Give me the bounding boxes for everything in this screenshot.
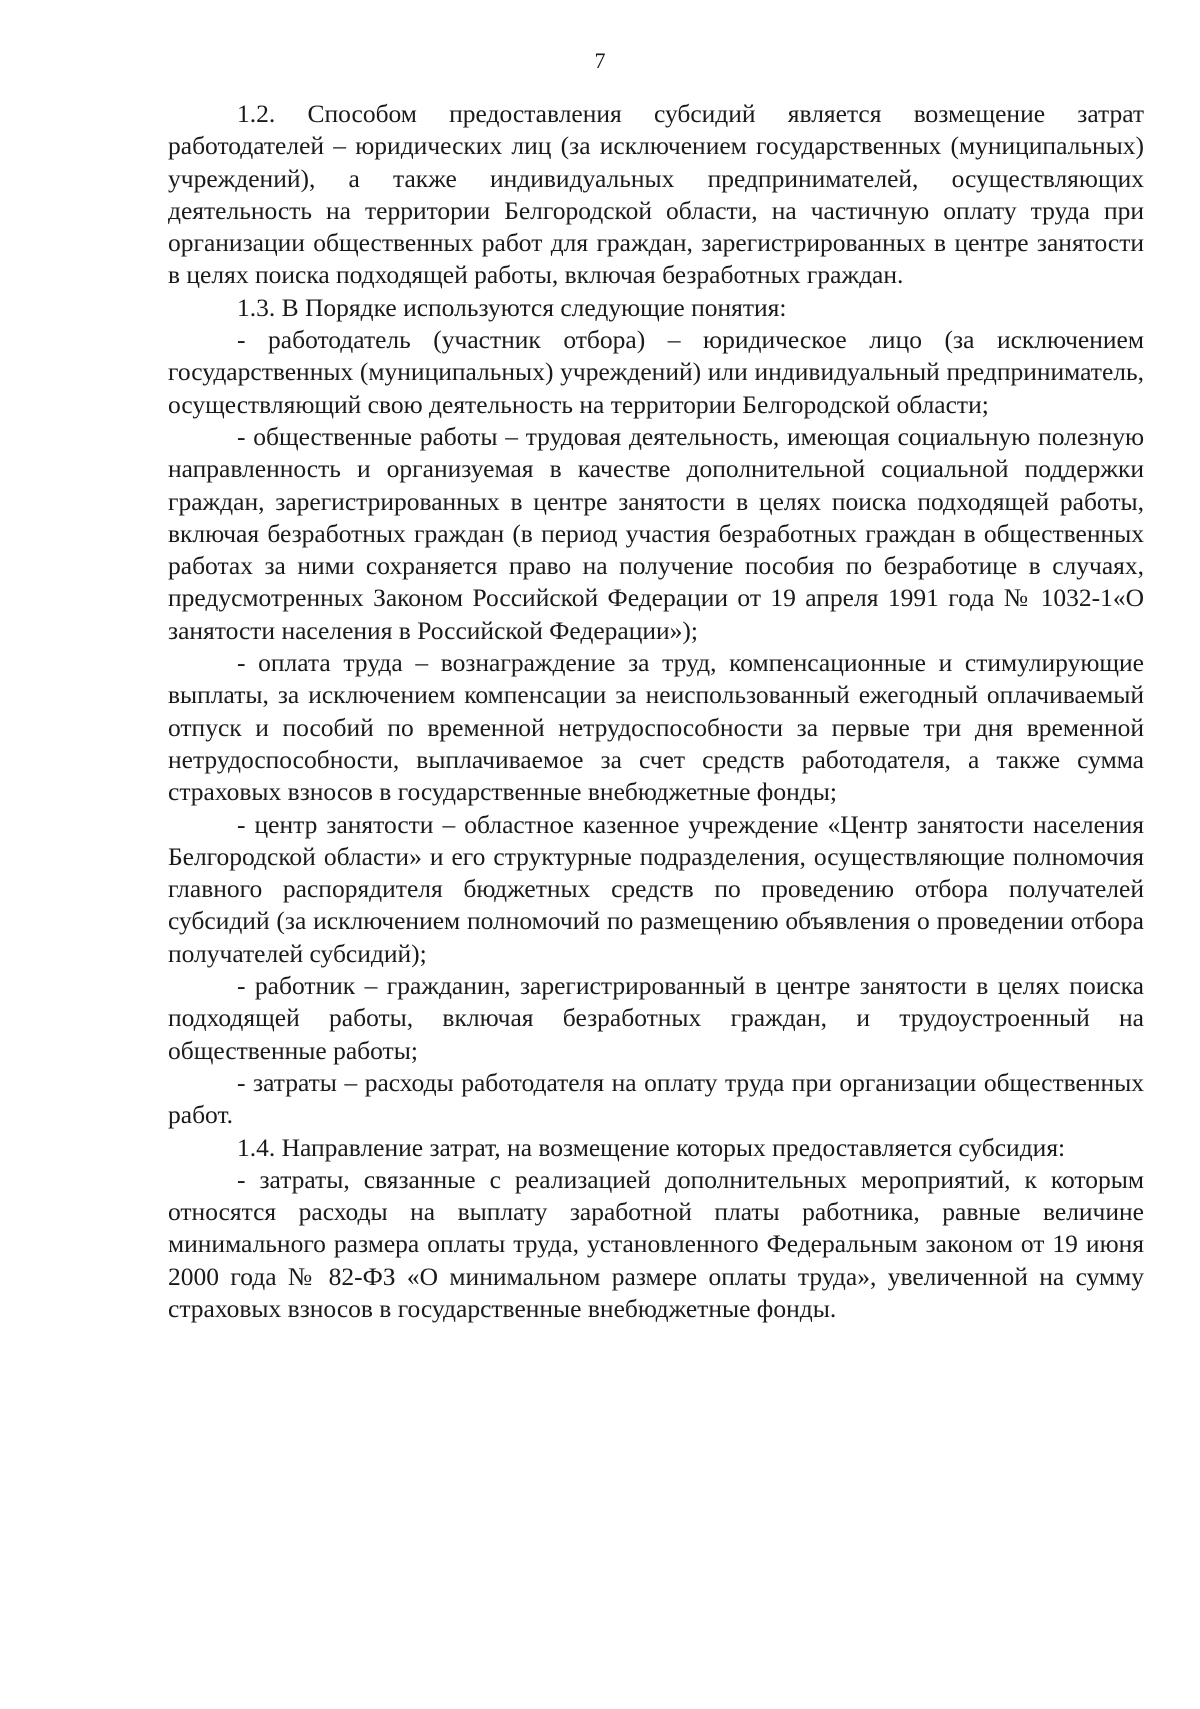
- document-body: [168, 98, 1144, 1325]
- cost-item: - затраты, связанные с реализацией дополнительных мероприятий, к которым относятся расходы на выплату заработной платы работника, равные величине минимального размера оплаты труда, установленного Федеральным законом от 19 июня 2000 года № 82-ФЗ «О минимальном размере оплаты труда», увеличенной на сумму страховых взносов в государственные внебюджетные фонды.: [168, 1164, 1144, 1323]
- definition-remuneration: - оплата труда – вознаграждение за труд, компенсационные и стимулирующие выплаты, за исключением компенсации за неиспользованный ежегодный оплачиваемый отпуск и пособий по временной нетрудоспособности за первые три дня временной нетрудоспособности, выплачиваемое за счет средств работодателя, а также сумма страховых взносов в государственные внебюджетные фонды;: [168, 648, 1144, 807]
- definition-public-works: - общественные работы – трудовая деятельность, имеющая социальную полезную направленность и организуемая в качестве дополнительной социальной поддержки граждан, зарегистрированных в центре занятости в целях поиска подходящей работы, включая безработных граждан (в период участия безработных граждан в общественных работах за ними сохраняется право на получение пособия по безработице в случаях, предусмотренных Законом Российской Федерации от 19 апреля 1991 года № 1032-1«О занятости населения в Российской Федерации»);: [168, 421, 1144, 645]
- definition-worker: - работник – гражданин, зарегистрированный в центре занятости в целях поиска подходящей работы, включая безработных граждан, и трудоустроенный на общественные работы;: [168, 971, 1144, 1065]
- definition-costs: - затраты – расходы работодателя на оплату труда при организации общественных работ.: [168, 1067, 1144, 1130]
- paragraph-1-3: 1.3. В Порядке используются следующие понятия:: [237, 292, 787, 322]
- definition-employment-center: - центр занятости – областное казенное учреждение «Центр занятости населения Белгородской области» и его структурные подразделения, осуществляющие полномочия главного распорядителя бюджетных средств по проведению отбора получателей субсидий (за исключением полномочий по размещению объявления о проведении отбора получателей субсидий);: [168, 809, 1144, 968]
- paragraph-1-2: 1.2. Способом предоставления субсидий является возмещение затрат работодателей – юридических лиц (за исключением государственных (муниципальных) учреждений), а также индивидуальных предпринимателей, осуществляющих деятельность на территории Белгородской области, на частичную оплату труда при организации общественных работ для граждан, зарегистрированных в центре занятости в целях поиска подходящей работы, включая безработных граждан.: [168, 99, 1144, 290]
- page-number: 7: [594, 48, 606, 73]
- definition-employer: - работодатель (участник отбора) – юридическое лицо (за исключением государственных (муниципальных) учреждений) или индивидуальный предприниматель, осуществляющий свою деятельность на территории Белгородской области;: [168, 325, 1144, 419]
- paragraph-1-4: 1.4. Направление затрат, на возмещение которых предоставляется субсидия:: [237, 1132, 1066, 1162]
